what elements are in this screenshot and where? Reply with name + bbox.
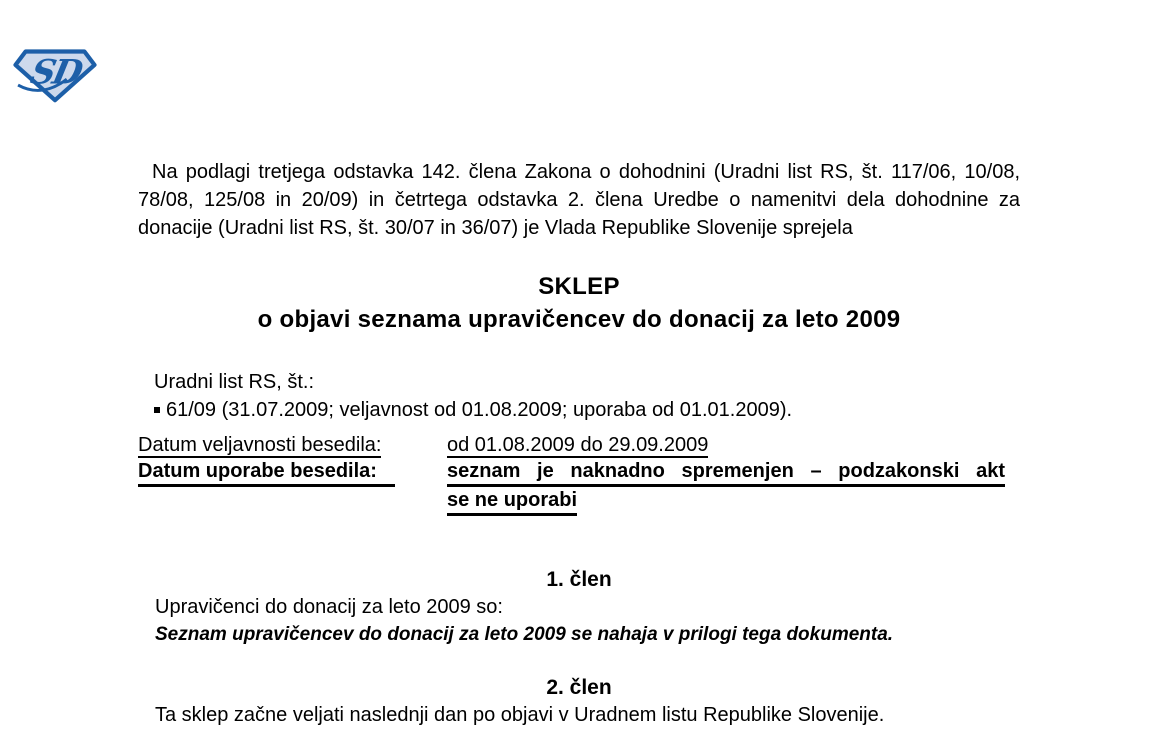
validity-effective-value: od 01.08.2009 do 29.09.2009 — [447, 434, 709, 456]
sd-diamond-logo-icon — [13, 47, 97, 103]
logo-letters: SD — [27, 52, 85, 93]
square-bullet-icon — [154, 407, 160, 413]
gazette-heading: Uradni list RS, št.: — [154, 371, 315, 393]
gazette-section — [154, 368, 1020, 424]
article-2-heading: 2. člen — [546, 676, 612, 699]
document-content — [138, 158, 1020, 729]
intro-paragraph: Na podlagi tretjega odstavka 142. člena Zakona o dohodnini (Uradni list RS, št. 117/06, 10/08, 78/08, 125/08 in 20/09) in četrtega odstavka 2. člena Uredbe o namenitvi dela dohodnine za donacije (Uradni list RS, št. 30/07 in 36/07) je Vlada Republike Slovenije sprejela — [138, 161, 1020, 239]
article-1-body: Upravičenci do donacij za leto 2009 so: — [155, 596, 503, 618]
article-2-body: Ta sklep začne veljati naslednji dan po objavi v Uradnem listu Republike Slovenije. — [155, 704, 885, 726]
document-title: SKLEP — [538, 273, 620, 300]
validity-usage-value-line2: se ne uporabi — [447, 487, 577, 516]
validity-section — [138, 432, 1020, 516]
article-2 — [138, 674, 1020, 729]
validity-usage-value-cell — [447, 458, 1005, 516]
validity-usage-label: Datum uporabe besedila: — [138, 458, 395, 487]
validity-effective-value-cell — [447, 432, 1005, 458]
sd-logo — [13, 47, 97, 103]
article-1-heading: 1. člen — [546, 568, 612, 591]
title-block — [138, 270, 1020, 336]
gazette-list-item — [154, 396, 1020, 424]
validity-effective-label-cell — [138, 432, 447, 458]
validity-row-effective-date — [138, 432, 1020, 458]
validity-effective-label: Datum veljavnosti besedila: — [138, 434, 382, 456]
article-1-note: Seznam upravičencev do donacij za leto 2009 se nahaja v prilogi tega dokumenta. — [155, 624, 894, 645]
validity-row-usage-date — [138, 458, 1020, 516]
document-subtitle: o objavi seznama upravičencev do donacij za leto 2009 — [257, 306, 901, 333]
validity-usage-label-cell — [138, 458, 447, 516]
validity-usage-value-line1: seznam je naknadno spremenjen – podzakonski akt — [447, 458, 1005, 487]
article-1 — [138, 566, 1020, 648]
gazette-item-text: 61/09 (31.07.2009; veljavnost od 01.08.2009; uporaba od 01.01.2009). — [166, 399, 793, 421]
